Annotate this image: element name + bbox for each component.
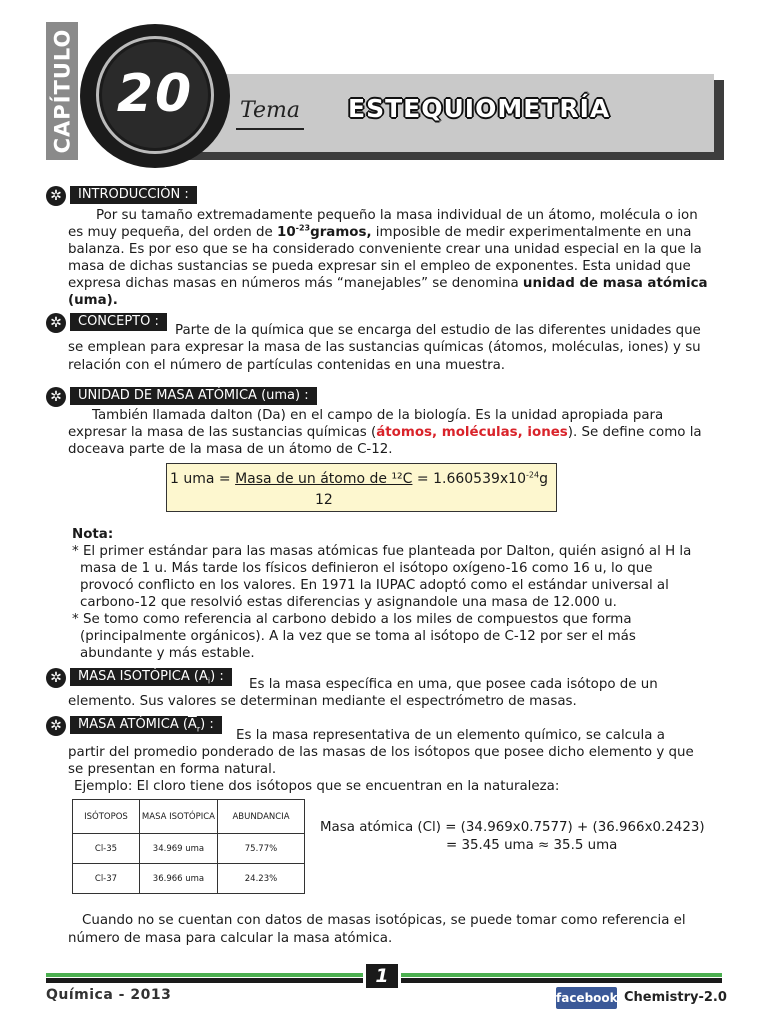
table-cell: 36.966 uma — [139, 864, 217, 894]
chapter-label: CAPÍTULO — [50, 28, 75, 154]
calc-line-2: = 35.45 uma ≈ 35.5 uma — [446, 838, 618, 853]
table-header: MASA ISOTÓPICA — [139, 800, 217, 834]
calc-line-1: Masa atómica (Cl) = (34.969x0.7577) + (36.966x0.2423) — [320, 820, 705, 835]
section-label-concepto: CONCEPTO : — [70, 313, 167, 331]
concepto-line-1: Parte de la química que se encarga del estudio de las diferentes unidades que — [175, 323, 701, 338]
section-label-uma: UNIDAD DE MASA ATÓMICA (uma) : — [70, 387, 317, 405]
page-number: 1 — [366, 964, 398, 988]
uma-line-2: expresar la masa de las sustancias químicas (átomos, moléculas, iones). Se define como la — [68, 425, 702, 440]
flower-icon: ✲ — [46, 313, 66, 333]
chapter-number: 20 — [116, 64, 194, 124]
nota-p2-line-1: * Se tomo como referencia al carbono debido a los miles de compuestos que forma — [72, 612, 632, 627]
table-cell: Cl-37 — [73, 864, 140, 894]
masa-atomica-line-3: se presentan en forma natural. — [68, 762, 277, 777]
intro-line-6: (uma). — [68, 293, 118, 308]
nota-p2-line-3: abundante y más estable. — [80, 646, 255, 661]
page-title: ESTEQUIOMETRÍA — [348, 94, 611, 123]
table-cell: 34.969 uma — [139, 834, 217, 864]
uma-line-3: doceava parte de la masa de un átomo de C-12. — [68, 442, 393, 457]
masa-isotopica-line-1: Es la masa específica en uma, que posee cada isótopo de un — [249, 677, 658, 692]
closing-line-1: Cuando no se cuentan con datos de masas isotópicas, se puede tomar como referencia el — [82, 913, 686, 928]
tema-underline — [236, 128, 304, 130]
intro-line-4: masa de dichas sustancias se pueda expresar sin el empleo de exponentes. Esta unidad que — [68, 259, 691, 274]
nota-title: Nota: — [72, 527, 114, 542]
concepto-line-3: relación con el número de partículas contenidas en una muestra. — [68, 358, 506, 373]
section-label-introduccion: INTRODUCCIÓN : — [70, 186, 197, 204]
concepto-line-2: se emplean para expresar la masa de las sustancias químicas (átomos, moléculas, iones) y su — [68, 340, 701, 355]
intro-line-5: expresa dichas masas en números más “manejables” se denomina unidad de masa atómica — [68, 276, 708, 291]
intro-line-2: es muy pequeña, del orden de $10^{-23}gramos$, imposible de medir experimentalmente en una — [68, 223, 692, 240]
isotope-table — [72, 799, 305, 894]
masa-isotopica-line-2: elemento. Sus valores se determinan mediante el espectrómetro de masas. — [68, 694, 577, 709]
nota-p1-line-1: * El primer estándar para las masas atómicas fue planteada por Dalton, quién asignó al H la — [72, 544, 692, 559]
nota-p1-line-2: masa de 1 u. Más tarde los físicos definieron el isótopo oxígeno-16 como 16 u, lo que — [80, 561, 653, 576]
table-header: ISÓTOPOS — [73, 800, 140, 834]
flower-icon: ✲ — [46, 668, 66, 688]
table-header-row — [73, 800, 305, 834]
table-cell: Cl-35 — [73, 834, 140, 864]
footer-subject: Química - 2013 — [46, 987, 172, 1003]
flower-icon: ✲ — [46, 716, 66, 736]
uma-line-1: También llamada dalton (Da) en el campo de la biología. Es la unidad apropiada para — [92, 408, 664, 423]
uma-formula: 1 uma = Masa de un átomo de $^{12}C = 1.660539x10^{-24}g$ — [170, 470, 548, 487]
section-label-masa-isotopica: MASA ISOTÓPICA $(A_i)$ : — [70, 668, 232, 686]
nota-p2-line-2: (principalmente orgánicos). A la vez que se toma al isótopo de C-12 por ser el más — [80, 629, 636, 644]
nota-p1-line-4: carbono-12 que resolvió estas diferencias y asignandole una masa de 12.000 u. — [80, 595, 617, 610]
section-label-masa-atomica: MASA ATÓMICA $(\overline{A}_r)$ : — [70, 716, 222, 734]
table-cell: 24.23% — [217, 864, 304, 894]
nota-p1-line-3: provocó conflicto en los valores. En 1971 la IUPAC adoptó como el estándar universal al — [80, 578, 669, 593]
table-header: ABUNDANCIA — [217, 800, 304, 834]
masa-atomica-line-2: partir del promedio ponderado de las masas de los isótopos que posee dicho elemento y que — [68, 745, 694, 760]
masa-atomica-line-1: Es la masa representativa de un elemento químico, se calcula a — [236, 728, 665, 743]
flower-icon: ✲ — [46, 387, 66, 407]
intro-line-3: balanza. Es por eso que se ha considerado conveniente crear una unidad especial en la que la — [68, 242, 702, 257]
facebook-logo: facebook — [556, 987, 617, 1009]
uma-formula-denominator: 12 — [315, 492, 333, 508]
closing-line-2: número de masa para calcular la masa atómica. — [68, 931, 393, 946]
table-row — [73, 864, 305, 894]
table-row — [73, 834, 305, 864]
intro-line-1: Por su tamaño extremadamente pequeño la masa individual de un átomo, molécula o ion — [96, 208, 698, 223]
footer-page-name: Chemistry-2.0 — [624, 990, 727, 1005]
masa-atomica-example: Ejemplo: El cloro tiene dos isótopos que se encuentran en la naturaleza: — [74, 779, 560, 794]
flower-icon: ✲ — [46, 186, 66, 206]
table-cell: 75.77% — [217, 834, 304, 864]
tema-word: Tema — [240, 98, 300, 123]
